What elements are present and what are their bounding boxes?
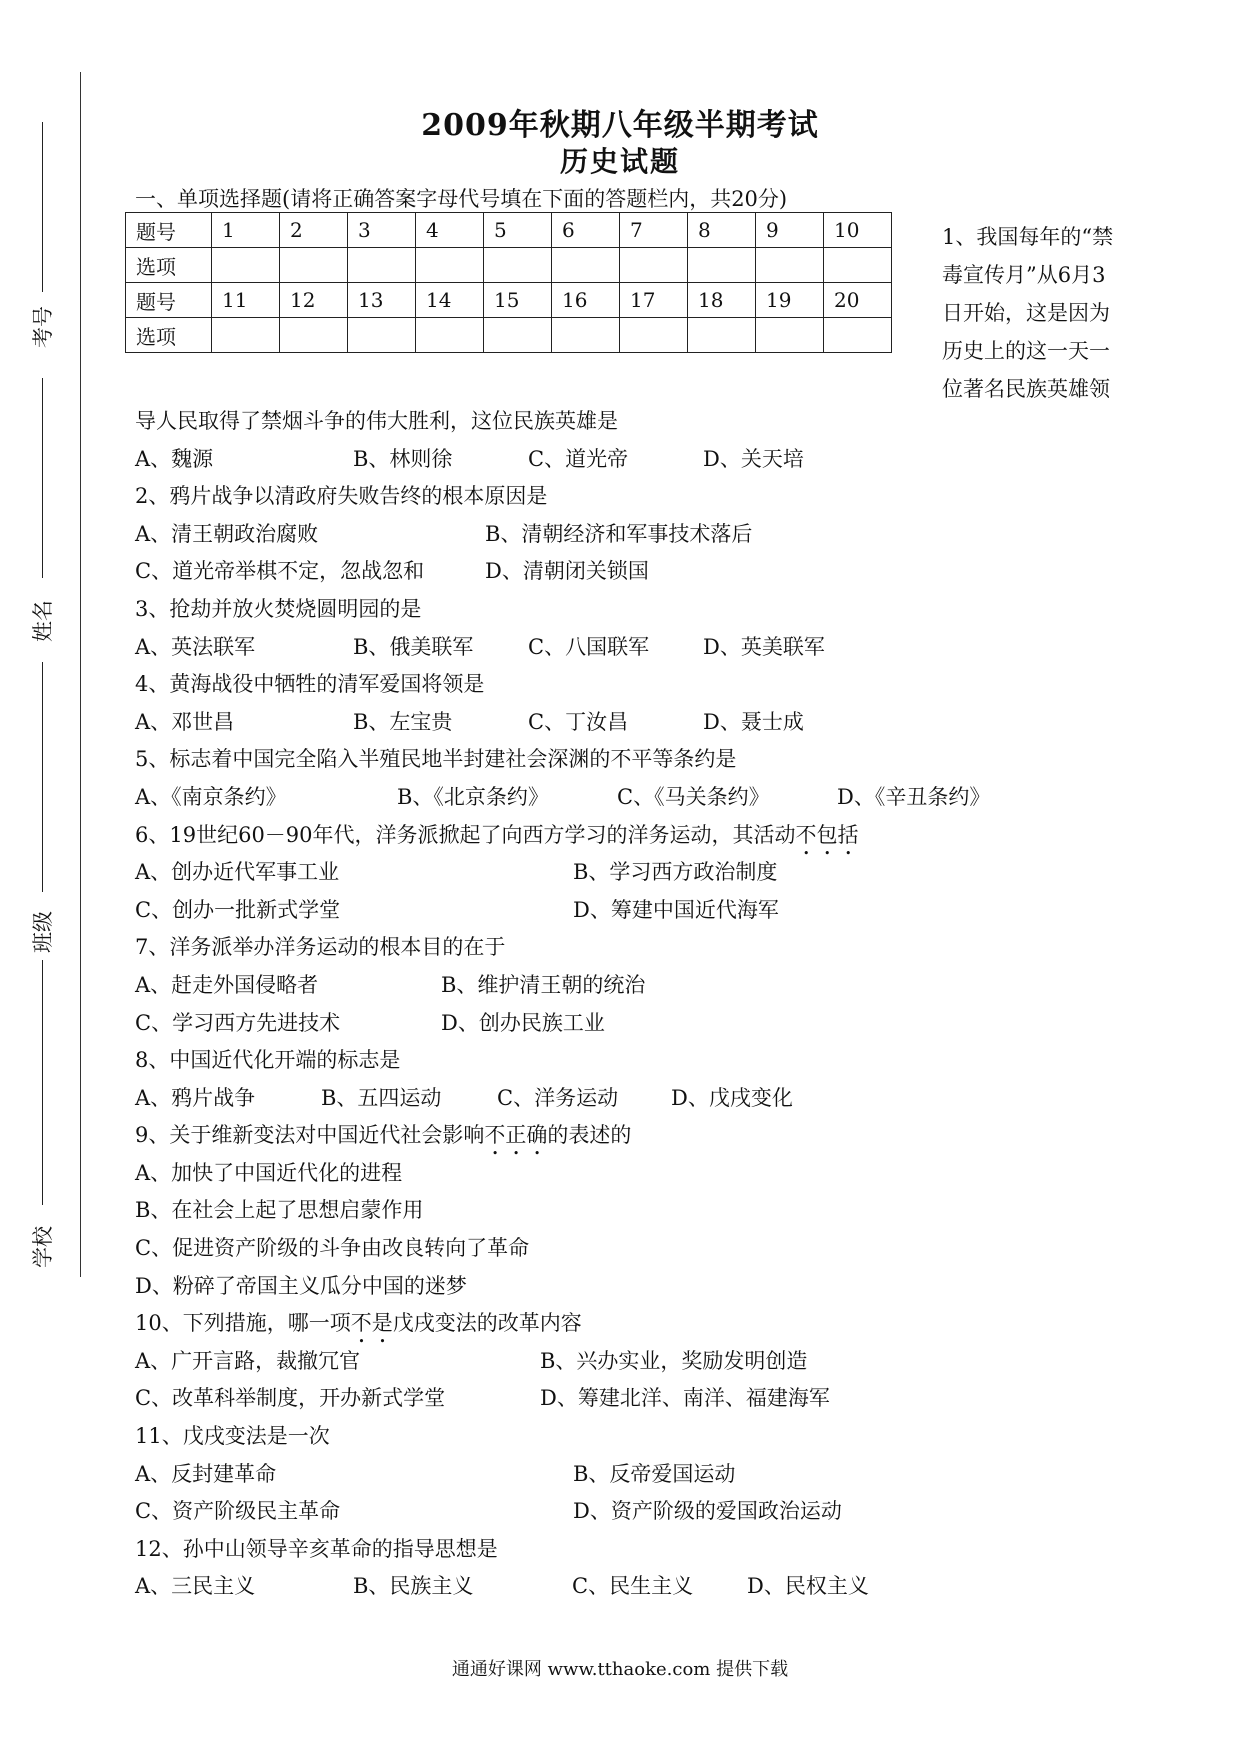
question-10-options <box>135 1380 1135 1418</box>
question-9 <box>135 1117 1135 1155</box>
option: D、清朝闭关锁国 <box>485 559 649 584</box>
q-number: 12 <box>280 283 348 318</box>
question-7: 7、洋务派举办洋务运动的根本目的在于 <box>135 935 506 960</box>
q-number: 16 <box>552 283 620 318</box>
name-field[interactable] <box>20 378 64 668</box>
option: C、改革科举制度，开办新式学堂 <box>135 1386 446 1411</box>
question-11-options <box>135 1493 1135 1531</box>
option: D、《辛丑条约》 <box>837 784 991 809</box>
q-number: 11 <box>212 283 280 318</box>
question-number-row <box>126 283 892 318</box>
option: D、创办民族工业 <box>441 1010 605 1035</box>
option: B、林则徐 <box>353 446 453 471</box>
option: A、创办近代军事工业 <box>135 860 340 885</box>
question-5: 5、标志着中国完全陷入半殖民地半封建社会深渊的不平等条约是 <box>135 747 737 772</box>
question-10 <box>135 1305 1135 1343</box>
option: C、资产阶级民主革命 <box>135 1499 341 1524</box>
option: C、道光帝 <box>528 446 629 471</box>
option: A、广开言路，裁撤冗官 <box>135 1348 361 1373</box>
question-1-text: 1、我国每年的“禁毒宣传月”从6月3日开始，这是因为历史上的这一天一位著名民族英雄领 <box>942 225 1114 401</box>
question-1-options <box>135 441 1135 479</box>
option: A、赶走外国侵略者 <box>135 972 319 997</box>
option: C、民生主义 <box>572 1574 694 1599</box>
question-6 <box>135 817 1135 855</box>
question-12: 12、孙中山领导辛亥革命的指导思想是 <box>135 1536 498 1561</box>
section-heading: 一、单项选择题(请将正确答案字母代号填在下面的答题栏内，共20分) <box>135 187 788 211</box>
emphasized-text: 不是 <box>350 1311 393 1336</box>
option: A、鸦片战争 <box>135 1085 256 1110</box>
q-number: 17 <box>620 283 688 318</box>
q-number: 19 <box>756 283 824 318</box>
answer-table <box>125 212 892 353</box>
option: B、在社会上起了思想启蒙作用 <box>135 1198 424 1223</box>
option: A、加快了中国近代化的进程 <box>135 1160 403 1185</box>
option: D、筹建北洋、南洋、福建海军 <box>540 1386 830 1411</box>
option: A、英法联军 <box>135 634 256 659</box>
option: B、左宝贵 <box>353 709 453 734</box>
option: B、俄美联军 <box>353 634 474 659</box>
question-10-options <box>135 1343 1135 1381</box>
answer-cell[interactable] <box>348 318 416 353</box>
q-number: 13 <box>348 283 416 318</box>
option: C、丁汝昌 <box>528 709 629 734</box>
exam-title: 2009年秋期八年级半期考试 <box>421 108 819 143</box>
option: B、学习西方政治制度 <box>573 860 778 885</box>
question-text: 戊戌变法的改革内容 <box>392 1311 582 1336</box>
question-5-options <box>135 779 1135 817</box>
answer-cell[interactable] <box>824 318 892 353</box>
question-text: 的表述的 <box>547 1123 632 1148</box>
opt-label: 选项 <box>126 248 212 283</box>
option: D、粉碎了帝国主义瓜分中国的迷梦 <box>135 1273 467 1298</box>
answer-cell[interactable] <box>212 318 280 353</box>
binding-line <box>80 72 81 1277</box>
option: A、魏源 <box>135 446 214 471</box>
option: B、兴办实业，奖励发明创造 <box>540 1348 808 1373</box>
answer-cell[interactable] <box>552 248 620 283</box>
q-number: 18 <box>688 283 756 318</box>
question-11: 11、戊戌变法是一次 <box>135 1424 330 1449</box>
answer-cell[interactable] <box>620 248 688 283</box>
q-number: 6 <box>552 213 620 248</box>
class-field[interactable] <box>20 662 64 962</box>
answer-cell[interactable] <box>416 248 484 283</box>
exam-subtitle: 历史试题 <box>559 145 680 178</box>
q-number: 1 <box>212 213 280 248</box>
option: C、八国联军 <box>528 634 650 659</box>
answer-cell[interactable] <box>756 248 824 283</box>
question-2-options <box>135 516 1135 554</box>
option: D、英美联军 <box>703 634 825 659</box>
option: D、筹建中国近代海军 <box>573 897 779 922</box>
emphasized-text: 不包括 <box>795 822 859 847</box>
answer-row <box>126 248 892 283</box>
q-number: 5 <box>484 213 552 248</box>
answer-row <box>126 318 892 353</box>
option: D、资产阶级的爱国政治运动 <box>573 1499 842 1524</box>
q-number: 7 <box>620 213 688 248</box>
answer-cell[interactable] <box>280 318 348 353</box>
answer-cell[interactable] <box>688 318 756 353</box>
question-11-options <box>135 1456 1135 1494</box>
option: C、洋务运动 <box>497 1085 619 1110</box>
option: B、反帝爱国运动 <box>573 1461 736 1486</box>
option: A、邓世昌 <box>135 709 235 734</box>
q-label: 题号 <box>126 283 212 318</box>
answer-cell[interactable] <box>416 318 484 353</box>
question-text: 6、19世纪60－90年代，洋务派掀起了向西方学习的洋务运动，其活动 <box>135 822 796 847</box>
question-text: 9、关于维新变法对中国近代社会影响 <box>135 1123 485 1148</box>
question-8: 8、中国近代化开端的标志是 <box>135 1048 401 1073</box>
option: C、创办一批新式学堂 <box>135 897 341 922</box>
q-number: 10 <box>824 213 892 248</box>
question-7-options <box>135 967 1135 1005</box>
option: A、《南京条约》 <box>135 784 287 809</box>
option: B、维护清王朝的统治 <box>441 972 646 997</box>
option: A、三民主义 <box>135 1574 256 1599</box>
answer-cell[interactable] <box>620 318 688 353</box>
question-7-options <box>135 1005 1135 1043</box>
answer-cell[interactable] <box>688 248 756 283</box>
name-label: 姓名 <box>31 600 55 642</box>
question-8-options <box>135 1080 1135 1118</box>
school-label: 学校 <box>31 1226 55 1268</box>
q-number: 2 <box>280 213 348 248</box>
question-2-options <box>135 553 1135 591</box>
question-list <box>135 403 1135 1606</box>
q-number: 15 <box>484 283 552 318</box>
q-number: 14 <box>416 283 484 318</box>
option: C、学习西方先进技术 <box>135 1010 341 1035</box>
question-4: 4、黄海战役中牺牲的清军爱国将领是 <box>135 672 485 697</box>
question-4-options <box>135 704 1135 742</box>
q-number: 20 <box>824 283 892 318</box>
option: C、道光帝举棋不定，忽战忽和 <box>135 559 425 584</box>
question-12-options <box>135 1568 1135 1606</box>
option: D、戊戌变化 <box>671 1085 793 1110</box>
q-number: 4 <box>416 213 484 248</box>
option: D、关天培 <box>703 446 804 471</box>
answer-cell[interactable] <box>348 248 416 283</box>
question-6-options <box>135 854 1135 892</box>
answer-cell[interactable] <box>756 318 824 353</box>
exam-number-label: 考号 <box>31 306 55 348</box>
q-number: 8 <box>688 213 756 248</box>
emphasized-text: 不正确 <box>484 1123 548 1148</box>
class-label: 班级 <box>31 911 55 953</box>
q-label: 题号 <box>126 213 212 248</box>
option: C、《马关条约》 <box>617 784 770 809</box>
question-text: 10、下列措施，哪一项 <box>135 1311 351 1336</box>
option: A、清王朝政治腐败 <box>135 521 319 546</box>
option: B、清朝经济和军事技术落后 <box>485 521 753 546</box>
option: B、民族主义 <box>353 1574 474 1599</box>
answer-cell[interactable] <box>824 248 892 283</box>
question-number-row <box>126 213 892 248</box>
answer-cell[interactable] <box>552 318 620 353</box>
question-6-options <box>135 892 1135 930</box>
option: D、民权主义 <box>747 1574 869 1599</box>
question-3-options <box>135 629 1135 667</box>
option: C、促进资产阶级的斗争由改良转向了革命 <box>135 1236 530 1261</box>
question-1-continuation: 导人民取得了禁烟斗争的伟大胜利，这位民族英雄是 <box>135 409 618 433</box>
school-field[interactable] <box>20 960 64 1280</box>
answer-cell[interactable] <box>484 318 552 353</box>
question-3: 3、抢劫并放火焚烧圆明园的是 <box>135 596 422 621</box>
answer-cell[interactable] <box>212 248 280 283</box>
option: A、反封建革命 <box>135 1461 277 1486</box>
opt-label: 选项 <box>126 318 212 353</box>
q-number: 3 <box>348 213 416 248</box>
footer-credit: 通通好课网 www.tthaoke.com 提供下载 <box>451 1659 789 1680</box>
q-number: 9 <box>756 213 824 248</box>
option: B、《北京条约》 <box>397 784 549 809</box>
question-2: 2、鸦片战争以清政府失败告终的根本原因是 <box>135 484 548 509</box>
answer-cell[interactable] <box>280 248 348 283</box>
option: B、五四运动 <box>321 1085 442 1110</box>
answer-cell[interactable] <box>484 248 552 283</box>
option: D、聂士成 <box>703 709 804 734</box>
